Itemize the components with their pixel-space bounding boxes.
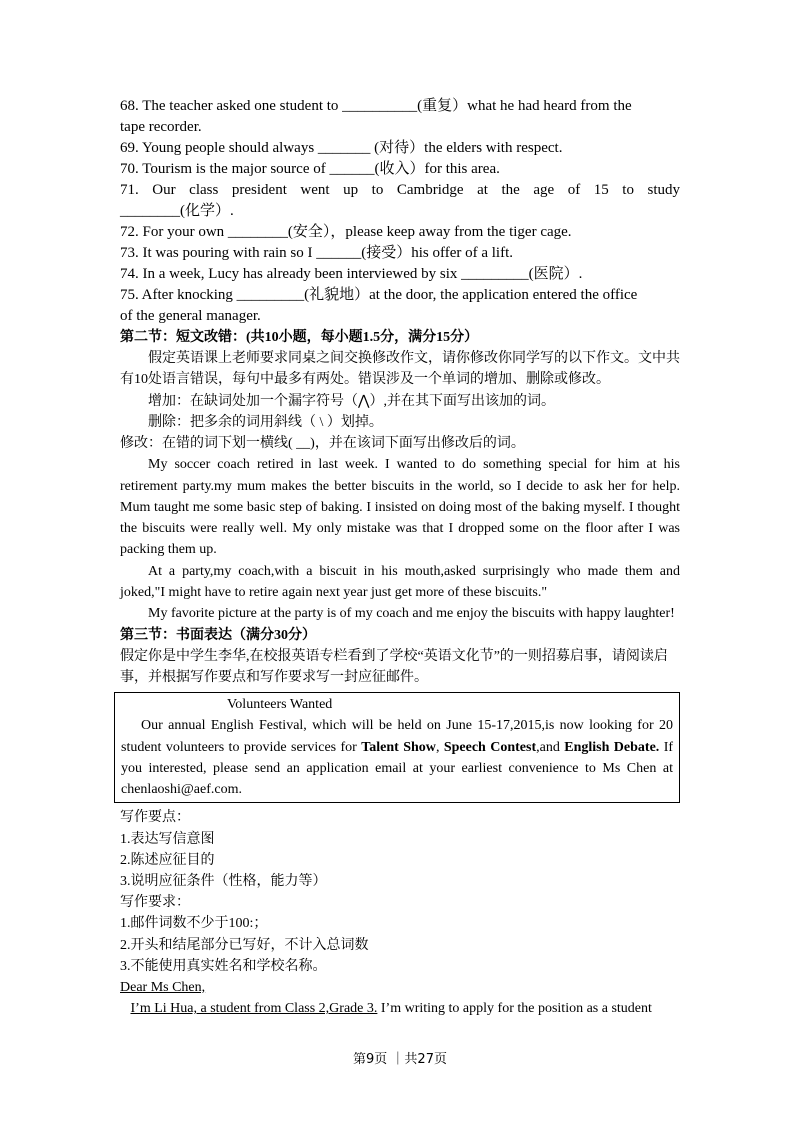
question-75-cont: of the general manager.: [120, 308, 261, 324]
notice-text-1: Our annual English Festival, which will be held on June 15-17,2015,is now looking for 20 student volunteers to provide services for: [121, 718, 673, 755]
letter-opening: [120, 998, 680, 1019]
writing-requirement-3: 3.不能使用真实姓名和学校名称。: [120, 958, 327, 974]
notice-body: [121, 715, 673, 800]
page-footer: 第9页 ｜共27页: [353, 1052, 447, 1067]
notice-english-debate: English Debate.: [564, 739, 660, 755]
question-68-cont: tape recorder.: [120, 119, 202, 135]
section2-delete-rule: 删除：把多余的词用斜线（ \ ）划掉。: [148, 414, 383, 430]
notice-speech-contest: Speech Contest: [443, 739, 537, 755]
section2-modify-rule: 修改：在错的词下划一横线( __)，并在该词下面写出修改后的词。: [120, 436, 525, 452]
notice-title: Volunteers Wanted: [227, 697, 333, 713]
question-69: 69. Young people should always _______ (对待）the elders with respect.: [120, 140, 563, 156]
question-71: 71. Our class president went up to Cambridge at the age of 15 to study: [120, 182, 680, 198]
writing-point-3: 3.说明应征条件（性格，能力等）: [120, 874, 327, 889]
letter-salutation: Dear Ms Chen,: [120, 980, 206, 996]
essay-paragraph-1: My soccer coach retired in last week. I wanted to do something special for him at his retirement party.my mum makes the better biscuits in the world, so I decide to ask her for help. Mum taught me some basic step of baking. I insisted on doing most of the baking myself. I thought the biscuits were really well. My only mistake was that I dropped some on the floor after I was packing them up.: [120, 457, 680, 558]
document-page: [120, 96, 680, 1019]
question-70: 70. Tourism is the major source of ______(收入）for this area.: [120, 161, 500, 177]
essay-paragraph-3: My favorite picture at the party is of my coach and me enjoy the biscuits with happy laughter!: [148, 606, 675, 622]
essay-paragraph-2: At a party,my coach,with a biscuit in his mouth,asked surprisingly who made them and joked,"I might have to retire again next year just get more of these biscuits.": [120, 563, 680, 600]
section3-intro: 假定你是中学生李华,在校报英语专栏看到了学校“英语文化节”的一则招募启事，请阅读启事，并根据写作要点和写作要求写一封应征邮件。: [120, 648, 668, 685]
question-75: 75. After knocking _________(礼貌地）at the door, the application entered the office: [120, 287, 638, 303]
section2-heading: 第二节：短文改错：(共10小题，每小题1.5分，满分15分）: [120, 330, 479, 345]
notice-comma: ,: [435, 739, 444, 755]
writing-point-1: 1.表达写信意图: [120, 831, 215, 847]
writing-requirement-2: 2.开头和结尾部分已写好，不计入总词数: [120, 937, 369, 953]
section3-heading: 第三节：书面表达（满分30分）: [120, 627, 316, 643]
writing-points-label: 写作要点：: [120, 810, 190, 826]
letter-opening-rest: I’m writing to apply for the position as a student: [377, 1001, 652, 1017]
writing-requirement-1: 1.邮件词数不少于100:；: [120, 916, 268, 932]
writing-requirements-label: 写作要求：: [120, 895, 190, 911]
section2-instructions: 假定英语课上老师要求同桌之间交换修改作文，请你修改你同学写的以下作文。文中共有10处语言错误，每句中最多有两处。错误涉及一个单词的增加、删除或修改。: [120, 351, 680, 388]
question-74: 74. In a week, Lucy has already been interviewed by six _________(医院）.: [120, 266, 583, 282]
question-72: 72. For your own ________(安全），please keep away from the tiger cage.: [120, 224, 572, 240]
writing-point-2: 2.陈述应征目的: [120, 852, 215, 868]
section2-add-rule: 增加：在缺词处加一个漏字符号（⋀）,并在其下面写出该加的词。: [148, 393, 555, 409]
notice-and: ,and: [536, 739, 565, 755]
notice-text-2: If you interested, please send an application email at your earliest convenience to Ms Chen at chenlaoshi@aef.com.: [121, 739, 674, 798]
question-68: 68. The teacher asked one student to __________(重复）what he had heard from the: [120, 98, 632, 114]
question-73: 73. It was pouring with rain so I ______(接受）his offer of a lift.: [120, 245, 513, 261]
question-71-cont: ________(化学）.: [120, 203, 234, 219]
volunteer-notice-box: [114, 692, 680, 803]
letter-opening-underlined: I’m Li Hua, a student from Class 2,Grade 3.: [130, 1001, 378, 1017]
notice-talent-show: Talent Show: [361, 739, 436, 755]
